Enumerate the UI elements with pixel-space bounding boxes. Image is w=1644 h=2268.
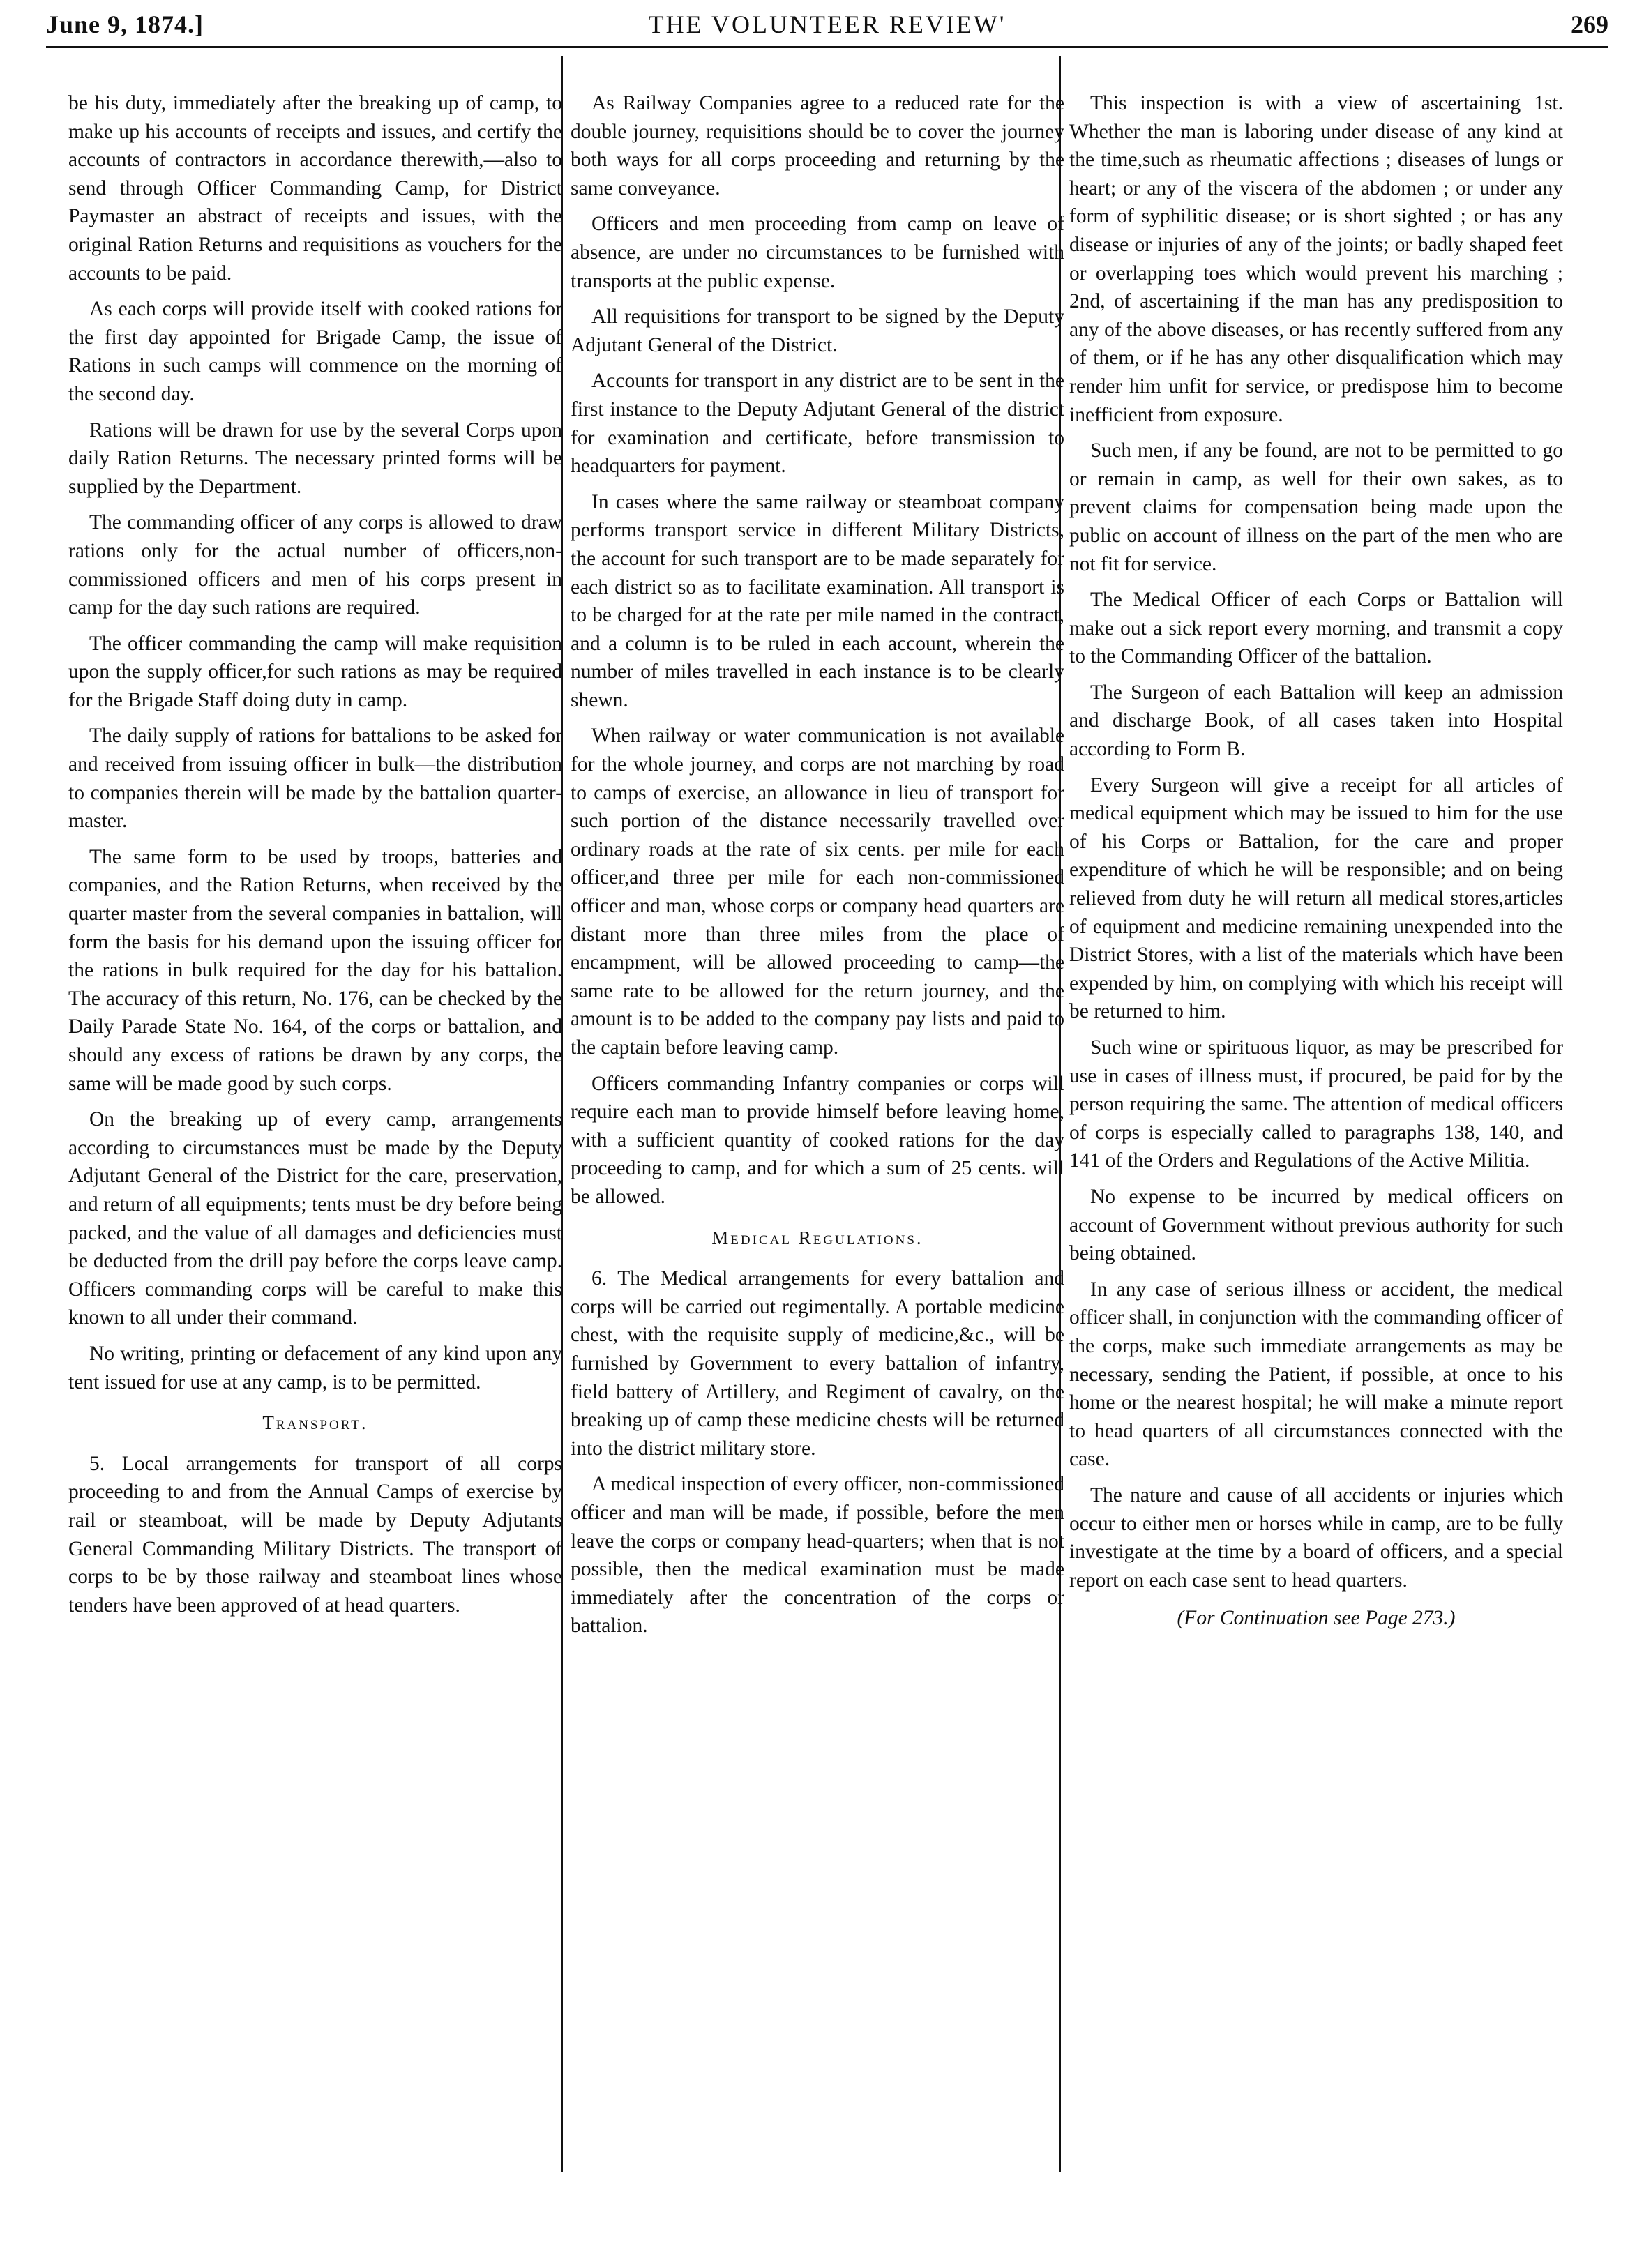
- paragraph: be his duty, immediately after the breaking up of camp, to make up his accounts of receipts and issues, and certify the accounts of contractors in accordance therewith,—also to send through Officer Commanding Camp, for District Paymaster an abstract of receipts and issues, with the original Ration Returns and requisitions as vouchers for the accounts to be paid.: [68, 92, 562, 285]
- paragraph: As Railway Companies agree to a reduced rate for the double journey, requisitions should be to cover the journey both ways for all corps proceeding and returning by the same conveyance.: [571, 92, 1064, 199]
- paragraph: A medical inspection of every officer, non-commissioned officer and man will be made, if possible, before the men leave the corps or company head-quarters; when that is not possible, then the medical examination must be made immediately after the concentration of the corps or battalion.: [571, 1473, 1064, 1638]
- page-number: 269: [1571, 10, 1608, 38]
- paragraph: In any case of serious illness or accident, the medical officer shall, in conjunction with the commanding officer of the corps, make such immediate arrangements as may be necessary, sending the Patient, if possible, at once to his home or the nearest hospital; he will make a minute report to head quarters of all circumstances connected with the case.: [1069, 1278, 1563, 1471]
- paragraph: The Medical Officer of each Corps or Battalion will make out a sick report every morning, and transmit a copy to the Commanding Officer of the battalion.: [1069, 589, 1563, 668]
- publication-title: THE VOLUNTEER REVIEW': [648, 10, 1006, 38]
- page-header: [46, 6, 1608, 48]
- paragraph: As each corps will provide itself with cooked rations for the first day appointed for Brigade Camp, the issue of Rations in such camps will commence on the morning of the second day.: [68, 298, 562, 405]
- column-1: [68, 89, 562, 1627]
- paragraph: The daily supply of rations for battalions to be asked for and received from issuing officer in bulk—the distribution to companies therein will be made by the battalion quarter-master.: [68, 725, 562, 833]
- paragraph: Officers commanding Infantry companies or corps will require each man to provide himself before leaving home, with a sufficient quantity of cooked rations for the day proceeding to camp, and for which a sum of 25 cents. will be allowed.: [571, 1072, 1064, 1208]
- paragraph: Accounts for transport in any district are to be sent in the first instance to the Deputy Adjutant General of the district for examination and certificate, before transmission to headquarters for payment.: [571, 370, 1064, 478]
- paragraph: All requisitions for transport to be signed by the Deputy Adjutant General of the District.: [571, 305, 1064, 356]
- paragraph: 5. Local arrangements for transport of all corps proceeding to and from the Annual Camps of exercise by rail or steamboat, will be made by Deputy Adjutants General Commanding Military Districts. The transport of corps to be by those railway and steamboat lines whose tenders have been approved of at head quarters.: [68, 1452, 562, 1617]
- paragraph: The Surgeon of each Battalion will keep an admission and discharge Book, of all cases taken into Hospital according to Form B.: [1069, 681, 1563, 761]
- paragraph: The nature and cause of all accidents or injuries which occur to either men or horses while in camp, are to be fully investigate at the time by a board of officers, and a special report on each case sent to head quarters.: [1069, 1483, 1563, 1592]
- paragraph: The commanding officer of any corps is allowed to draw rations only for the actual number of officers,non-commissioned officers and men of his corps present in camp for the day such rations are required.: [68, 511, 562, 619]
- paragraph: On the breaking up of every camp, arrangements according to circumstances must be made by the Deputy Adjutant General of the District for the care, preservation, and return of all equipments; tents must be dry before being packed, and the value of all damages and deficiencies must be deducted from the drill pay before the corps leave camp. Officers commanding corps will be careful to make this known to all under their command.: [68, 1108, 562, 1329]
- paragraph: When railway or water communication is not available for the whole journey, and corps are not marching by road to camps of exercise, an allowance in lieu of transport for such portion of the distance necessarily travelled over ordinary roads at the rate of six cents. per mile for each officer,and three per mile for each non-commissioned officer and man, whose corps or company head quarters are distant more than three miles from the place of encampment, will be allowed proceeding to camp—the same rate to be allowed for the return journey, and the amount is to be added to the company pay lists and paid to the captain before leaving camp.: [571, 725, 1064, 1059]
- section-heading-medical: Medical Regulations.: [711, 1227, 923, 1248]
- paragraph: Every Surgeon will give a receipt for all articles of medical equipment which may be issued to him for the use of his Corps or Battalion, for the care and proper expenditure of which he will be responsible; and on being relieved from duty he will return all medical stores,articles of equipment and medicine remaining unexpended into the District Stores, with a list of the materials which have been expended by him, on complying with which his receipt will be returned to him.: [1069, 773, 1563, 1023]
- paragraph: In cases where the same railway or steamboat company performs transport service in different Military Districts, the account for such transport are to be made separately for each district so as to facilitate examination. All transport is to be charged for at the rate per mile named in the contract, and a column is to be ruled in each account, wherein the number of miles travelled in each instance is to be clearly shewn.: [571, 490, 1064, 711]
- paragraph: The officer commanding the camp will make requisition upon the supply officer,for such rations as may be required for the Brigade Staff doing duty in camp.: [68, 632, 562, 711]
- column-2: [571, 89, 1064, 1648]
- column-3: [1069, 89, 1563, 1640]
- paragraph: No writing, printing or defacement of any kind upon any tent issued for use at any camp, is to be permitted.: [68, 1342, 562, 1393]
- paragraph: This inspection is with a view of ascertaining 1st. Whether the man is laboring under disease of any kind at the time,such as rheumatic affections ; diseases of lungs or heart; or any of the viscera of the abdomen ; or under any form of syphilitic disease; or is short sighted ; or has any disease or injuries of any of the joints; or badly shaped feet or overlapping toes which would prevent his marching ; 2nd, of ascertaining if the man has any predisposition to any of the above diseases, or has recently suffered from any of them, or if he has any other disqualification which may render him unfit for service, or predispose him to become inefficient from exposure.: [1069, 92, 1563, 426]
- paragraph: Officers and men proceeding from camp on leave of absence, are under no circumstances to be furnished with transports at the public expense.: [571, 213, 1064, 292]
- paragraph: No expense to be incurred by medical officers on account of Government without previous authority for such being obtained.: [1069, 1185, 1563, 1265]
- paragraph: Such wine or spirituous liquor, as may be prescribed for use in cases of illness must, if procured, be paid for by the person requiring the same. The attention of medical officers of corps is especially called to paragraphs 138, 140, and 141 of the Orders and Regulations of the Active Militia.: [1069, 1036, 1563, 1172]
- section-heading-transport: Transport.: [262, 1412, 368, 1434]
- paragraph: The same form to be used by troops, batteries and companies, and the Ration Returns, when received by the quarter master from the several companies in battalion, will form the basis for his demand upon the issuing officer for the rations in bulk required for the day for his battalion. The accuracy of this return, No. 176, can be checked by the Daily Parade State No. 164, of the corps or battalion, and should any excess of rations be drawn by any corps, the same will be made good by such corps.: [68, 845, 562, 1095]
- paragraph: Such men, if any be found, are not to be permitted to go or remain in camp, as well for their own sakes, as to prevent claims for compensation being made upon the public on account of illness on the part of the men who are not fit for service.: [1069, 439, 1563, 575]
- issue-date: June 9, 1874.]: [46, 10, 204, 38]
- continuation-note: (For Continuation see Page 273.): [1177, 1607, 1456, 1630]
- paragraph: 6. The Medical arrangements for every battalion and corps will be carried out regimentally. A portable medicine chest, with the requisite supply of medicine,&c., will be furnished by Government to every battalion of infantry, field battery of Artillery, and Regiment of cavalry, on the breaking up of camp these medicine chests will be returned into the district military store.: [571, 1267, 1064, 1460]
- paragraph: Rations will be drawn for use by the several Corps upon daily Ration Returns. The necessary printed forms will be supplied by the Department.: [68, 418, 562, 498]
